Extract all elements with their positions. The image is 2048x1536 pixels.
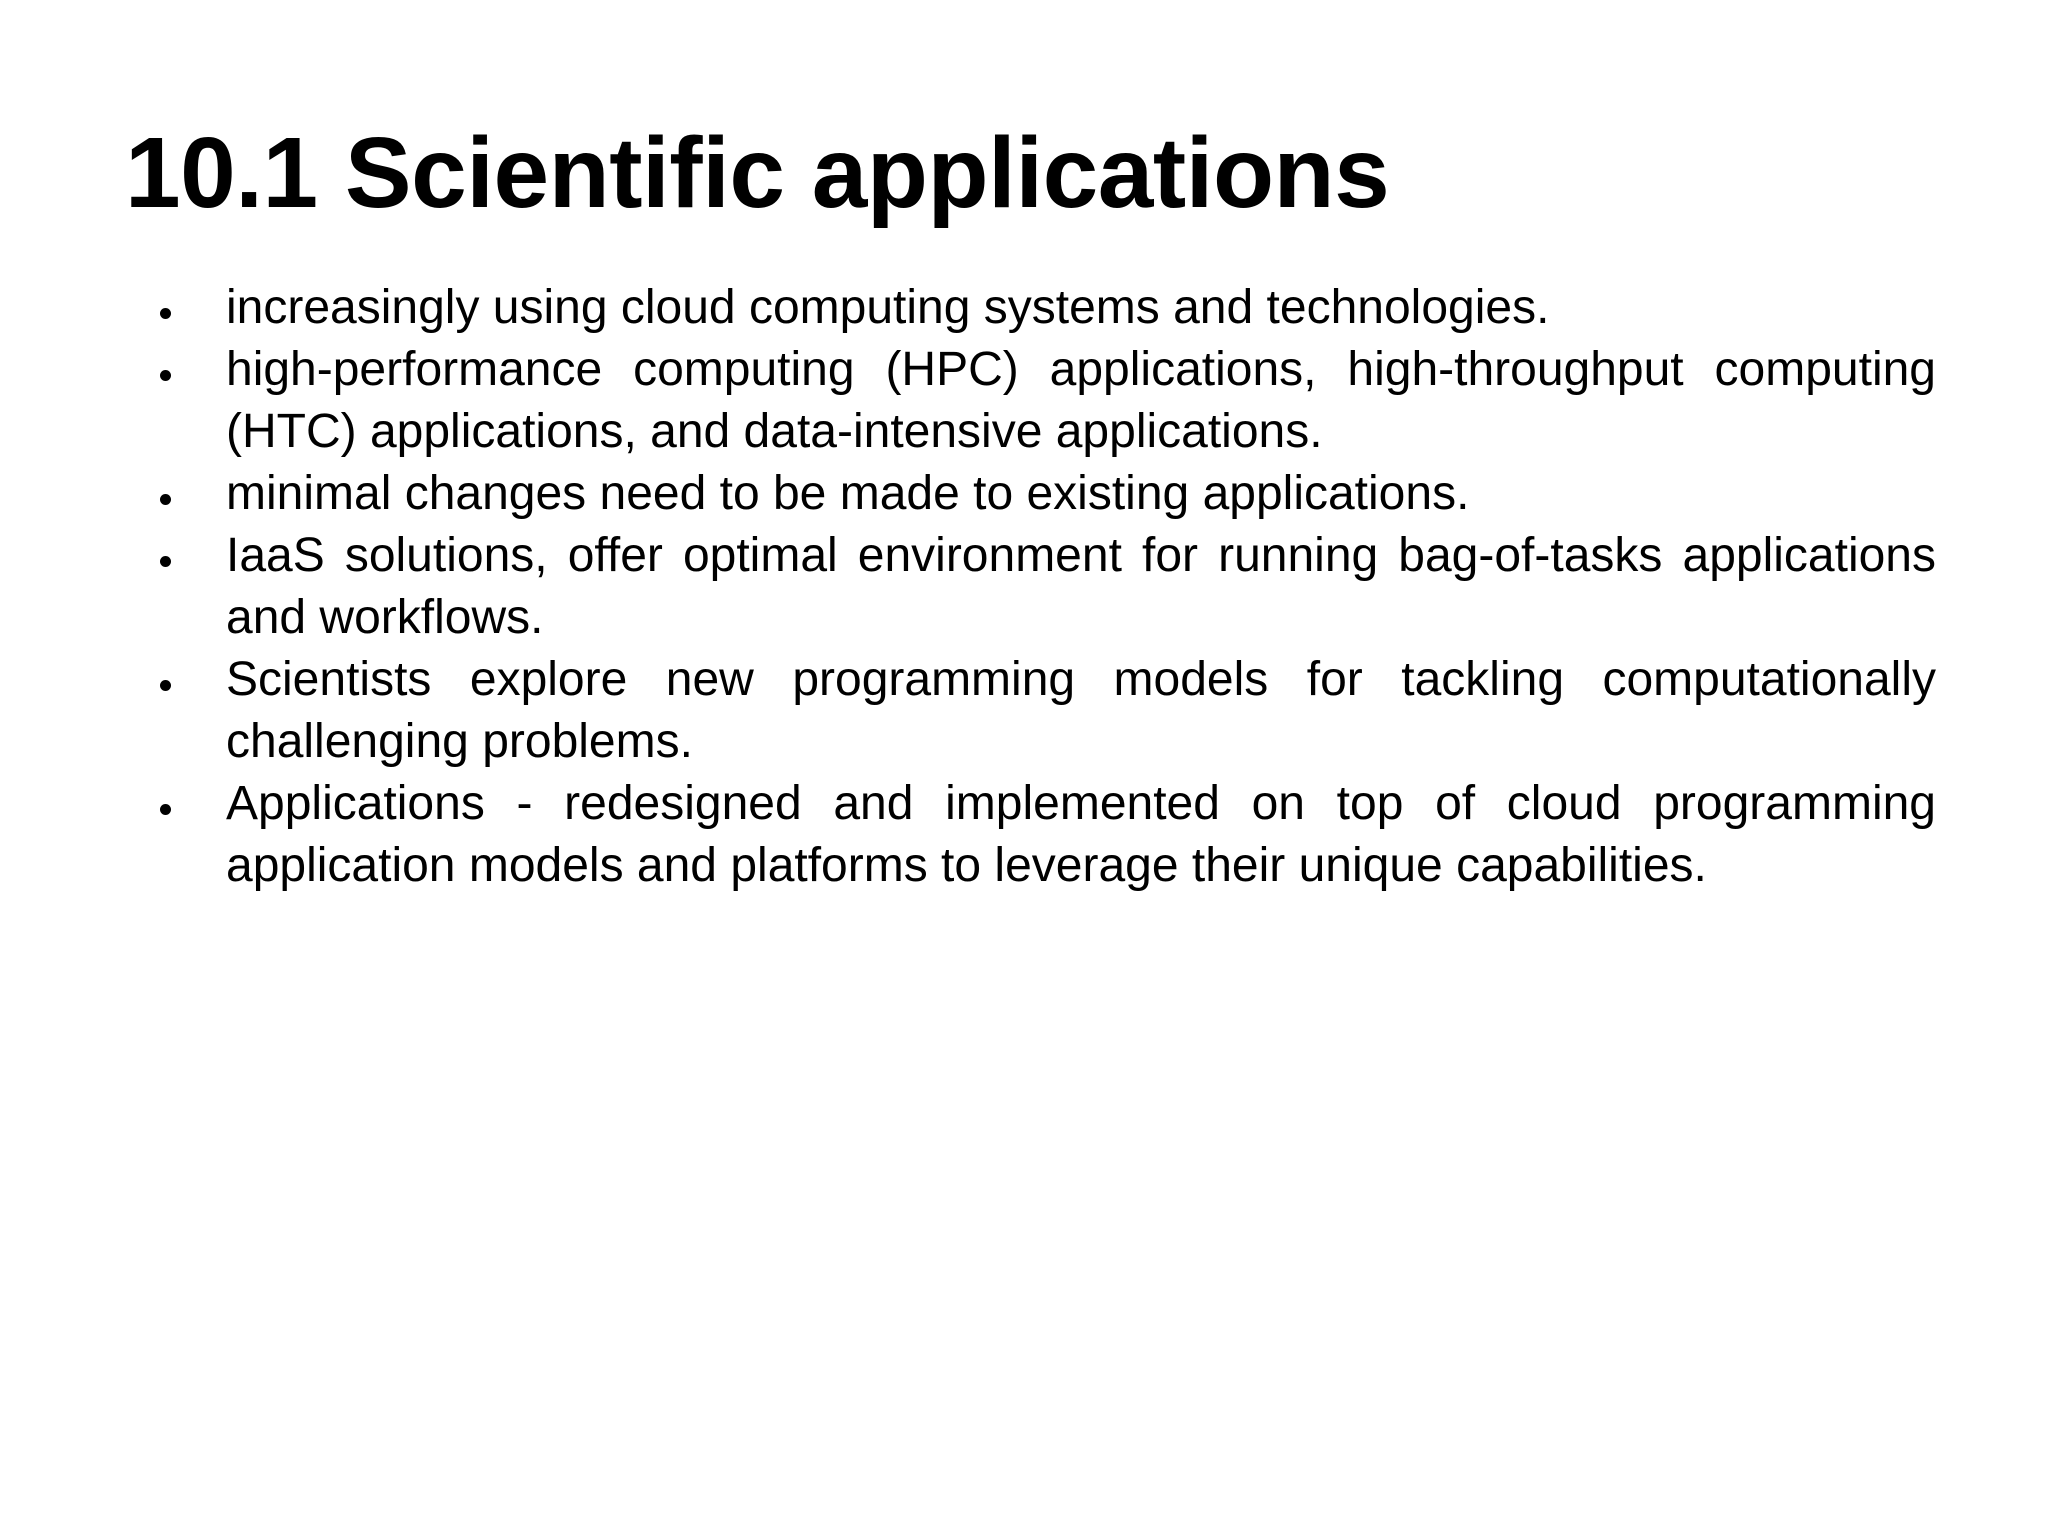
- bullet-dot-icon: [153, 773, 183, 835]
- bullet-text: minimal changes need to be made to existing applications.: [226, 467, 1470, 520]
- bullet-text: Applications - redesigned and implemented on top of cloud programming application models and platforms to leverage their unique capabilities.: [226, 777, 1936, 892]
- bullet-dot-icon: [153, 463, 183, 525]
- bullet-text: Scientists explore new programming models for tackling computationally challenging problems.: [226, 653, 1936, 768]
- bullet-text: IaaS solutions, offer optimal environment for running bag-of-tasks applications and workflows.: [226, 529, 1936, 644]
- bullet-item: [226, 525, 1936, 649]
- bullet-text: increasingly using cloud computing systems and technologies.: [226, 281, 1550, 334]
- slide-title: 10.1 Scientific applications: [125, 117, 1390, 229]
- bullet-item: [226, 463, 1936, 525]
- bullet-text: high-performance computing (HPC) applications, high-throughput computing (HTC) applications, and data-intensive applications.: [226, 343, 1936, 458]
- bullet-dot-icon: [153, 649, 183, 711]
- bullet-dot-icon: [153, 339, 183, 401]
- bullet-item: [226, 649, 1936, 773]
- bullet-item: [226, 773, 1936, 897]
- bullet-item: [226, 277, 1936, 339]
- bullet-item: [226, 339, 1936, 463]
- bullet-dot-icon: [153, 277, 183, 339]
- bullet-list: [226, 277, 1936, 897]
- bullet-dot-icon: [153, 525, 183, 587]
